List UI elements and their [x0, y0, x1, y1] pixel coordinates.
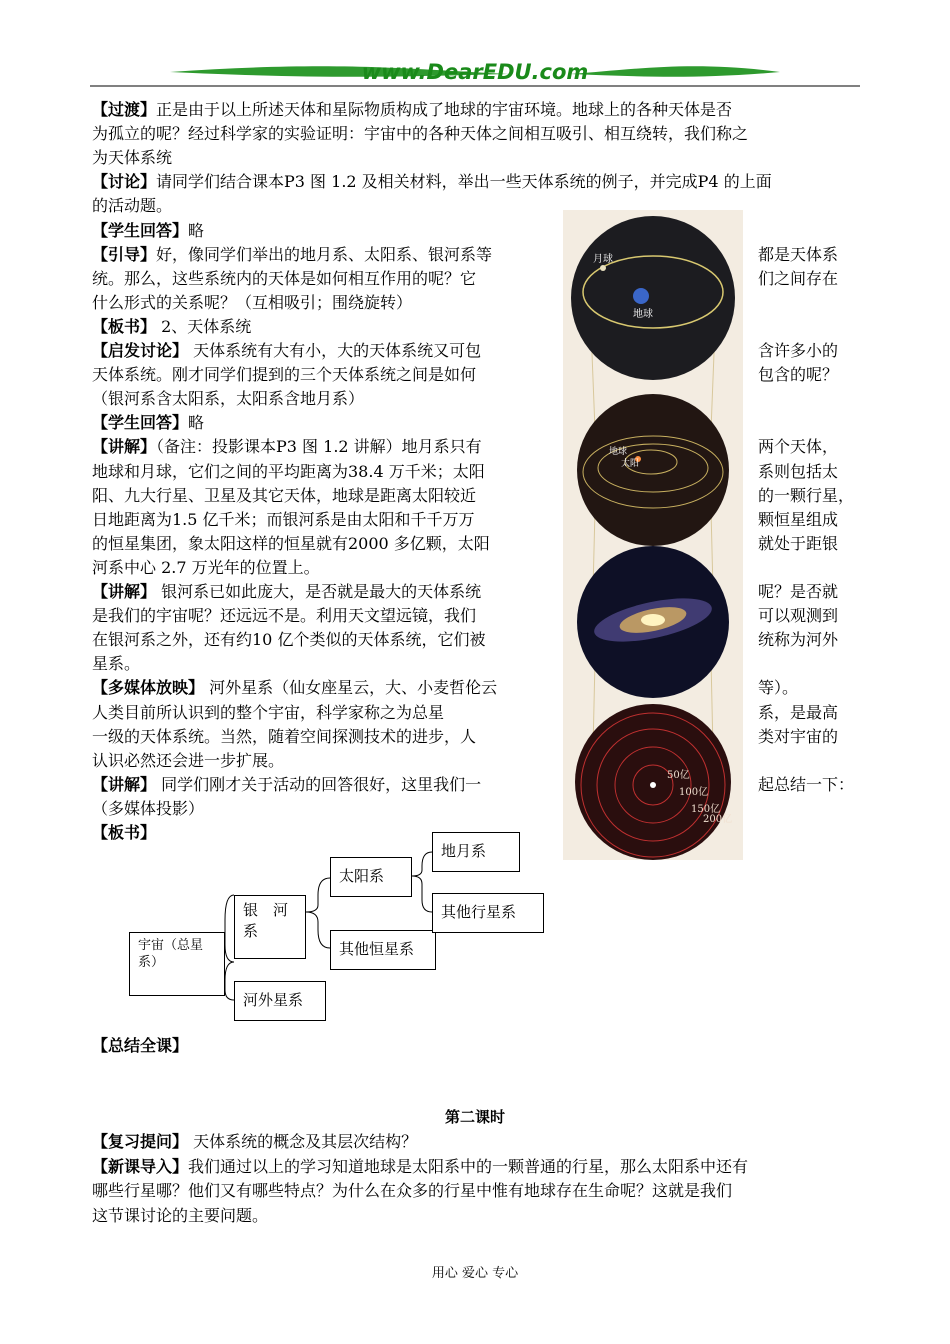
line-tag: 【过渡】 — [92, 100, 157, 119]
line-text: 统。那么，这些系统内的天体是如何相互作用的呢？它 — [92, 268, 477, 288]
right-column-line: 统称为河外 — [758, 630, 839, 650]
sun-label: 太阳 — [621, 459, 640, 469]
right-column-line: 系，是最高 — [758, 702, 839, 722]
line-tag: 【复习提问】 — [92, 1132, 189, 1151]
line-tag: 【新课导入】 — [92, 1156, 189, 1176]
line-text: 河系中心 2.7 万光年的位置上。 — [92, 557, 320, 577]
line-text: 什么形式的关系呢？（互相吸引；围绕旋转） — [92, 292, 413, 312]
earth-label-2: 地球 — [609, 447, 628, 457]
line-text: 2、天体系统 — [156, 316, 252, 336]
line-tag: 【引导】 — [92, 244, 157, 264]
right-column-line: 含许多小的 — [758, 341, 839, 360]
ring-label-50: 50亿 — [667, 770, 690, 781]
line-text: 略 — [188, 220, 205, 240]
second-lesson-title: 第二课时 — [444, 1108, 505, 1126]
ring-label-100: 100亿 — [679, 787, 709, 798]
line-text: 为孤立的呢？经过科学家的实验证明：宇宙中的各种天体之间相互吸引、相互绕转，我们称之 — [92, 124, 749, 144]
line-text: 为天体系统 — [92, 148, 173, 168]
line-text: 天体系统。刚才同学们提到的三个天体系统之间是如何 — [92, 365, 477, 385]
line-text: 阳、九大行星、卫星及其它天体，地球是距离太阳较近 — [92, 485, 477, 505]
line-text: 河外星系（仙女座星云，大、小麦哲伦云 — [204, 678, 498, 698]
line-tag: 【板书】 — [92, 316, 157, 336]
box-other-stars: 其他恒星系 — [330, 930, 436, 970]
box-earth-moon: 地月系 — [432, 832, 520, 872]
box-universe: 宇宙（总星系） — [129, 932, 225, 996]
line-text: 星系。 — [92, 654, 141, 674]
line-text: 天体系统有大有小，大的天体系统又可包 — [188, 341, 482, 360]
earth-label: 地球 — [633, 309, 653, 320]
line-text: 略 — [188, 413, 205, 433]
right-column-line: 包含的呢？ — [758, 365, 839, 385]
line-text: 是我们的宇宙呢？还远远不是。利用天文望远镜，我们 — [92, 606, 477, 626]
right-column-line: 等）。 — [758, 678, 799, 698]
line-tag: 【启发讨论】 — [92, 341, 189, 360]
line-tag: 【讨论】 — [92, 172, 157, 192]
line-text: 哪些行星哪？他们又有哪些特点？为什么在众多的行星中惟有地球存在生命呢？这就是我们 — [92, 1181, 733, 1200]
line-tag: 【讲解】 — [92, 774, 157, 794]
line-text: 人类目前所认识到的整个宇宙，科学家称之为总星 — [92, 702, 445, 722]
line-tag: 【学生回答】 — [92, 413, 189, 433]
line-text: 一级的天体系统。当然，随着空间探测技术的进步，人 — [92, 726, 477, 746]
text-line — [92, 1204, 268, 1228]
right-column-line: 两个天体， — [758, 437, 839, 457]
box-extragalactic: 河外星系 — [234, 981, 326, 1021]
line-text: 天体系统的概念及其层次结构？ — [188, 1132, 418, 1151]
line-tag: 【多媒体放映】 — [92, 678, 205, 698]
right-column-line: 类对宇宙的 — [758, 726, 839, 746]
line-text: 我们通过以上的学习知道地球是太阳系中的一颗普通的行星，那么太阳系中还有 — [188, 1156, 749, 1176]
ring-label-200: 200亿 — [703, 814, 733, 825]
line-text: 认识必然还会进一步扩展。 — [92, 750, 285, 770]
right-column-line: 就处于距银 — [758, 533, 839, 553]
header-logo: www.DearEDU.com — [361, 60, 589, 84]
line-tag: 【讲解】 — [92, 582, 157, 601]
line-text: 这节课讨论的主要问题。 — [92, 1205, 269, 1225]
text-line — [92, 1179, 732, 1203]
right-column-line: 的一颗行星， — [758, 485, 855, 505]
line-text: 同学们刚才关于活动的回答很好，这里我们一 — [156, 774, 482, 794]
line-text: 的活动题。 — [92, 196, 173, 216]
summary-line: 【总结全课】 — [92, 1036, 189, 1055]
box-solar-system: 太阳系 — [330, 857, 412, 897]
page-footer: 用心 爱心 专心 — [431, 1266, 519, 1281]
box-other-planets: 其他行星系 — [432, 893, 544, 933]
right-column-line: 系则包括太 — [758, 461, 839, 481]
line-tag: 【学生回答】 — [92, 220, 189, 240]
moon-label: 月球 — [593, 254, 613, 265]
right-column-line: 可以观测到 — [758, 606, 839, 626]
line-text: （备注：投影课本P3 图 1.2 讲解）地月系只有 — [156, 437, 482, 457]
line-text: （多媒体投影） — [92, 798, 205, 818]
right-column-line: 起总结一下： — [758, 774, 855, 794]
text-line — [92, 1155, 748, 1179]
right-column-line: 颗恒星组成 — [758, 509, 839, 529]
right-column-line: 都是天体系 — [758, 244, 839, 264]
line-text: 的恒星集团，象太阳这样的恒星就有2000 多亿颗，太阳 — [92, 533, 490, 553]
ring-label-150: 150亿 — [691, 804, 721, 815]
right-column-line: 们之间存在 — [758, 268, 839, 288]
right-column-line: 呢？是否就 — [758, 582, 839, 601]
line-text: 在银河系之外，还有约10 亿个类似的天体系统，它们被 — [92, 630, 486, 650]
line-tag: 【讲解】 — [92, 437, 157, 457]
line-text: 好，像同学们举出的地月系、太阳系、银河系等 — [156, 244, 493, 264]
line-text: 正是由于以上所述天体和星际物质构成了地球的宇宙环境。地球上的各种天体是否 — [156, 100, 733, 119]
line-text: （银河系含太阳系，太阳系含地月系） — [92, 389, 365, 409]
line-tag: 【板书】 — [92, 823, 157, 842]
line-text: 银河系已如此庞大，是否就是最大的天体系统 — [156, 582, 482, 601]
line-text: 日地距离为1.5 亿千米；而银河系是由太阳和千千万万 — [92, 509, 475, 529]
box-milky-way: 银 河系 — [234, 895, 306, 959]
text-line — [92, 1130, 417, 1154]
line-text: 地球和月球，它们之间的平均距离为38.4 万千米；太阳 — [92, 461, 485, 481]
line-text: 请同学们结合课本P3 图 1.2 及相关材料，举出一些天体系统的例子，并完成P4 的上面 — [156, 172, 772, 192]
